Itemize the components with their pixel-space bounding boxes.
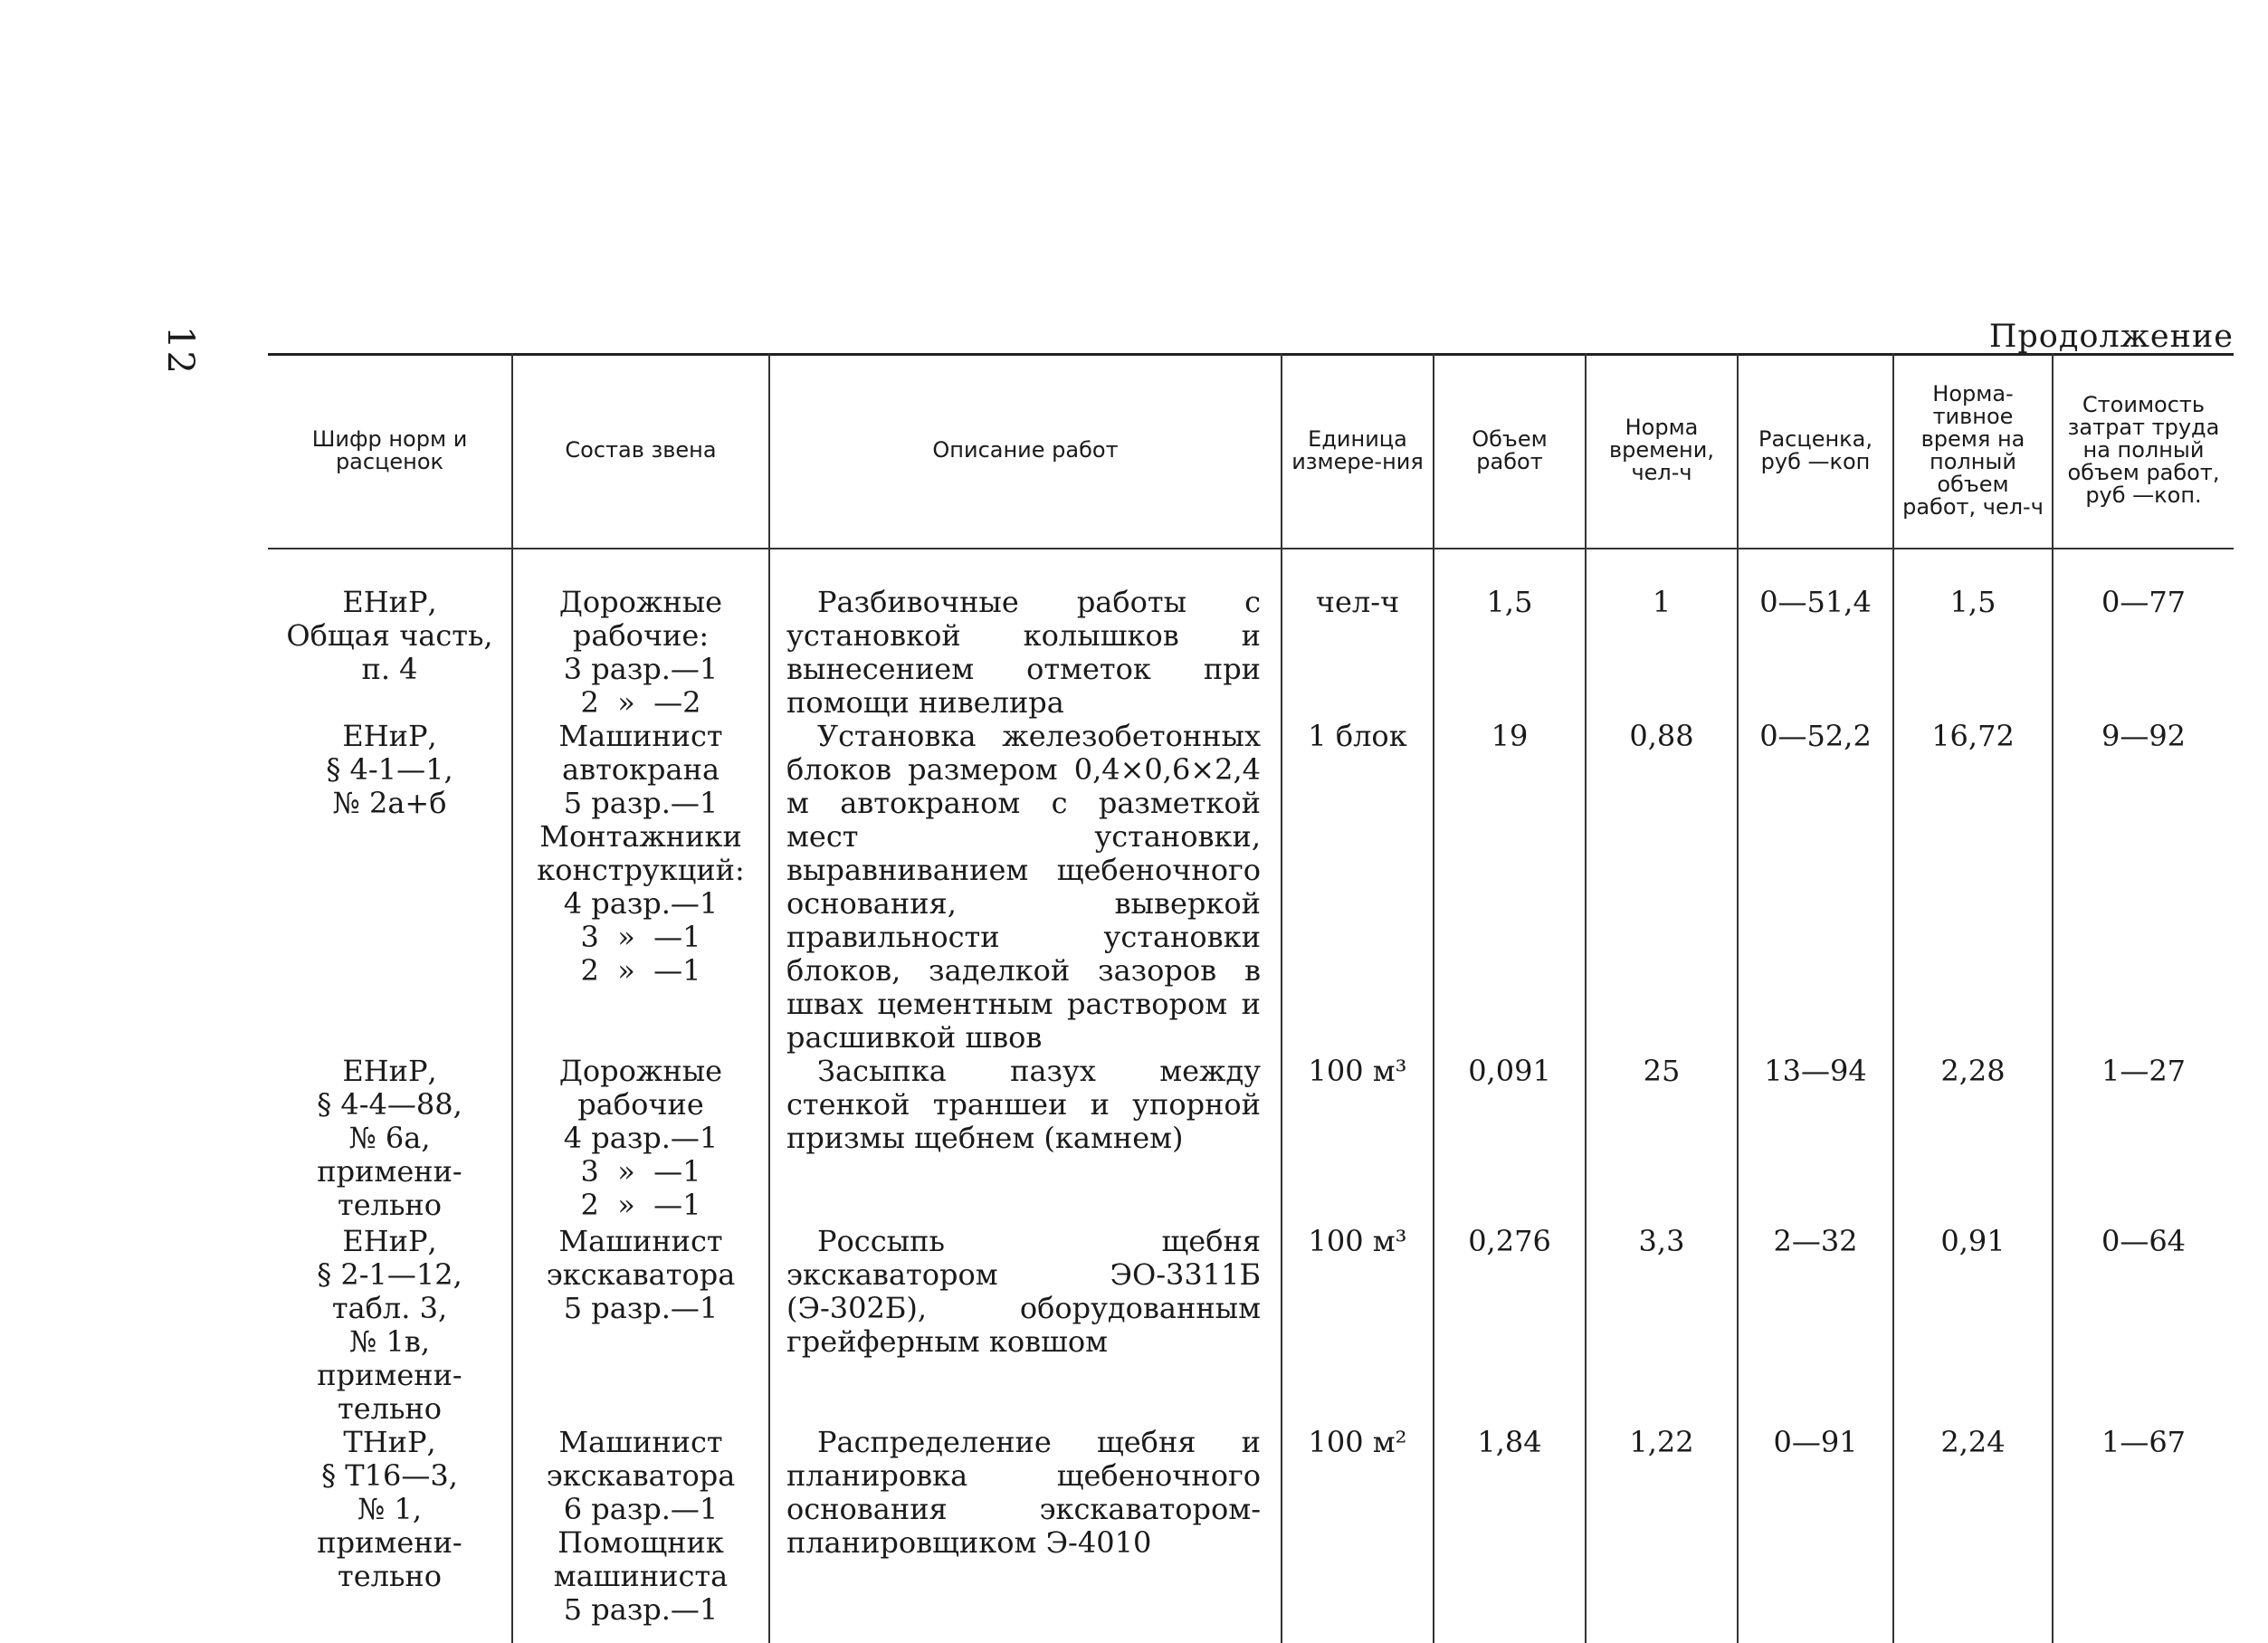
volume-cell: 1,84 <box>1434 1426 1586 1643</box>
crew-cell-line: 4 разр.—1 <box>563 886 719 921</box>
code-cell-line: тельно <box>338 1559 442 1593</box>
code-cell-line: № 1в, <box>349 1324 430 1359</box>
code-cell-line: § Т16—3, <box>321 1458 458 1493</box>
code-cell-line: № 2а+б <box>332 786 447 820</box>
total-cost-cell: 1—67 <box>2053 1426 2234 1643</box>
code-cell-line: ЕНиР, <box>342 719 437 753</box>
code-cell <box>268 1225 512 1426</box>
crew-cell-line: Машинист <box>558 719 723 753</box>
time-norm-cell: 3,3 <box>1586 1225 1738 1426</box>
table-row <box>268 1426 2234 1643</box>
total-time-cell: 2,24 <box>1893 1426 2053 1643</box>
total-time-cell: 1,5 <box>1893 549 2053 720</box>
crew-cell <box>512 720 769 1055</box>
code-cell-line: п. 4 <box>361 652 418 686</box>
time-norm-cell: 25 <box>1586 1055 1738 1225</box>
header-code: Шифр норм и расценок <box>268 353 512 549</box>
norms-table-container <box>268 353 2234 1643</box>
volume-cell: 0,276 <box>1434 1225 1586 1426</box>
total-cost-cell: 9—92 <box>2053 720 2234 1055</box>
total-cost-cell: 1—27 <box>2053 1055 2234 1225</box>
crew-cell-line: 2 » —1 <box>580 1188 701 1222</box>
header-description: Описание работ <box>769 353 1282 549</box>
total-time-cell: 2,28 <box>1893 1055 2053 1225</box>
crew-cell-line: 3 разр.—1 <box>563 652 719 686</box>
time-norm-cell: 0,88 <box>1586 720 1738 1055</box>
page-number: 12 <box>159 326 201 376</box>
crew-cell-line: 2 » —2 <box>580 685 701 720</box>
crew-cell-line: экскаватора <box>546 1257 736 1292</box>
code-cell-line: ТНиР, <box>343 1425 436 1459</box>
table-row <box>268 549 2234 720</box>
time-norm-cell: 1 <box>1586 549 1738 720</box>
crew-cell-line: 6 разр.—1 <box>563 1492 719 1526</box>
crew-cell <box>512 1055 769 1225</box>
rate-cell: 0—52,2 <box>1738 720 1893 1055</box>
rate-cell: 0—91 <box>1738 1426 1893 1643</box>
code-cell-line: примени- <box>317 1358 462 1392</box>
description-cell: Россыпь щебня экскаватором ЭО-3311Б (Э-302Б), оборудованным грейферным ковшом <box>769 1225 1282 1426</box>
volume-cell: 0,091 <box>1434 1055 1586 1225</box>
header-rate: Расценка, руб —коп <box>1738 353 1893 549</box>
code-cell-line: ЕНиР, <box>342 1054 437 1088</box>
code-cell-line: № 6а, <box>348 1121 431 1155</box>
code-cell <box>268 549 512 720</box>
norms-table <box>268 353 2234 1643</box>
total-time-cell: 0,91 <box>1893 1225 2053 1426</box>
code-cell-line: § 4-4—88, <box>317 1087 462 1122</box>
code-cell-line: § 4-1—1, <box>326 752 453 787</box>
crew-cell-line: 4 разр.—1 <box>563 1121 719 1155</box>
unit-cell: 1 блок <box>1282 720 1434 1055</box>
code-cell-line: § 2-1—12, <box>317 1257 462 1292</box>
crew-cell <box>512 1225 769 1426</box>
crew-cell-line: Дорожные <box>558 1054 723 1088</box>
header-crew: Состав звена <box>512 353 769 549</box>
unit-cell: 100 м² <box>1282 1426 1434 1643</box>
crew-cell-line: 5 разр.—1 <box>563 786 719 820</box>
code-cell-line: № 1, <box>357 1492 422 1526</box>
crew-cell-line: машиниста <box>553 1559 729 1593</box>
table-row <box>268 1225 2234 1426</box>
unit-cell: чел-ч <box>1282 549 1434 720</box>
volume-cell: 19 <box>1434 720 1586 1055</box>
code-cell-line: ЕНиР, <box>342 1224 437 1258</box>
crew-cell-line: экскаватора <box>546 1458 736 1493</box>
header-time-norm: Норма времени, чел-ч <box>1586 353 1738 549</box>
crew-cell-line: Машинист <box>558 1425 723 1459</box>
crew-cell-line: рабочие <box>577 1087 704 1122</box>
volume-cell: 1,5 <box>1434 549 1586 720</box>
total-cost-cell: 0—64 <box>2053 1225 2234 1426</box>
description-cell: Установка железобетонных блоков размером 0,4×0,6×2,4 м автокраном с разметкой мест установки, выравниванием щебеночного основания, выверкой правильности установки блоков, заделкой зазоров в швах цементным раствором и расшивкой швов <box>769 720 1282 1055</box>
crew-cell <box>512 549 769 720</box>
code-cell-line: Общая часть, <box>286 618 493 653</box>
crew-cell-line: Дорожные <box>558 585 723 619</box>
unit-cell: 100 м³ <box>1282 1225 1434 1426</box>
crew-cell-line: автокрана <box>561 752 720 787</box>
time-norm-cell: 1,22 <box>1586 1426 1738 1643</box>
description-cell: Засыпка пазух между стенкой траншеи и упорной призмы щебнем (камнем) <box>769 1055 1282 1225</box>
continuation-label: Продолжение <box>1988 319 2234 355</box>
crew-cell-line: 5 разр.—1 <box>563 1291 719 1325</box>
rate-cell: 2—32 <box>1738 1225 1893 1426</box>
code-cell-line: тельно <box>338 1188 442 1222</box>
total-cost-cell: 0—77 <box>2053 549 2234 720</box>
crew-cell-line: Помощник <box>557 1525 724 1560</box>
crew-cell-line: 3 » —1 <box>580 1154 701 1189</box>
code-cell <box>268 1055 512 1225</box>
total-time-cell: 16,72 <box>1893 720 2053 1055</box>
description-cell: Распределение щебня и планировка щебеночного основания экскаватором-планировщиком Э-4010 <box>769 1426 1282 1643</box>
table-body <box>268 549 2234 1643</box>
code-cell-line: тельно <box>338 1391 442 1426</box>
rate-cell: 0—51,4 <box>1738 549 1893 720</box>
crew-cell-line: конструкций: <box>537 853 745 887</box>
table-row <box>268 720 2234 1055</box>
header-volume: Объем работ <box>1434 353 1586 549</box>
code-cell-line: примени- <box>317 1154 462 1189</box>
table-row <box>268 1055 2234 1225</box>
crew-cell-line: 3 » —1 <box>580 920 701 954</box>
code-cell-line: примени- <box>317 1525 462 1560</box>
code-cell <box>268 1426 512 1643</box>
crew-cell-line: 5 разр.—1 <box>563 1592 719 1627</box>
code-cell-line: табл. 3, <box>331 1291 448 1325</box>
code-cell <box>268 720 512 1055</box>
header-total-time: Норма-тивное время на полный объем работ, чел-ч <box>1893 353 2053 549</box>
crew-cell-line: 2 » —1 <box>580 953 701 988</box>
header-row <box>268 353 2234 549</box>
crew-cell-line: рабочие: <box>572 618 710 653</box>
header-total-cost: Стоимость затрат труда на полный объем работ, руб —коп. <box>2053 353 2234 549</box>
crew-cell <box>512 1426 769 1643</box>
rate-cell: 13—94 <box>1738 1055 1893 1225</box>
crew-cell-line: Машинист <box>558 1224 723 1258</box>
description-cell: Разбивочные работы с установкой колышков и вынесением отметок при помощи нивелира <box>769 549 1282 720</box>
unit-cell: 100 м³ <box>1282 1055 1434 1225</box>
code-cell-line: ЕНиР, <box>342 585 437 619</box>
header-unit: Единица измере-ния <box>1282 353 1434 549</box>
crew-cell-line: Монтажники <box>539 819 742 854</box>
